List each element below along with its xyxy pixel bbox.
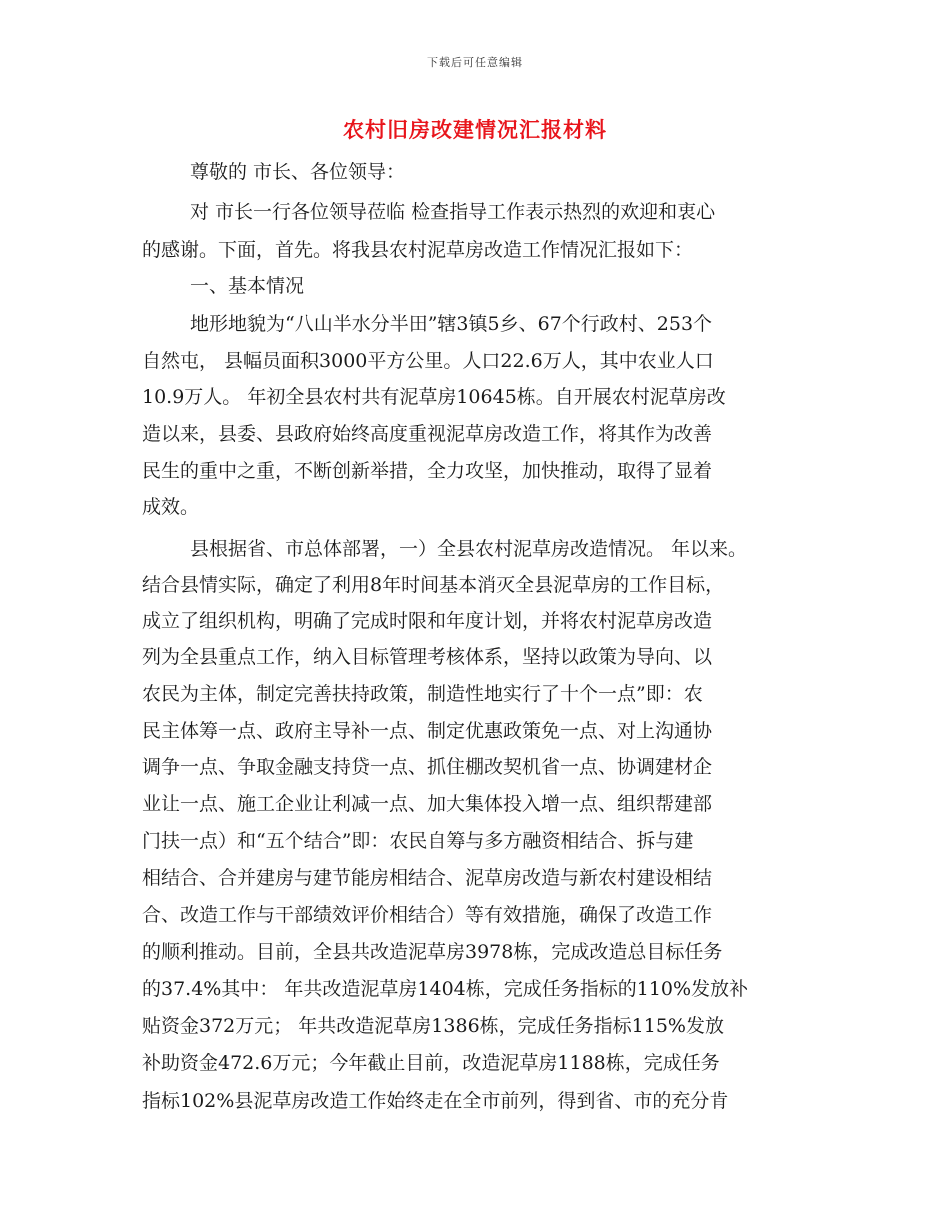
paragraph-line: 成立了组织机构，明确了完成时限和年度计划，并将农村泥草房改造 bbox=[142, 610, 713, 632]
paragraph-line: 指标102%县泥草房改造工作始终走在全市前列，得到省、市的充分肯 bbox=[142, 1090, 729, 1112]
paragraph-line: 的顺利推动。目前，全县共改造泥草房3978栋，完成改造总目标任务 bbox=[142, 941, 723, 963]
salutation-line: 尊敬的 市长、各位领导： bbox=[190, 161, 406, 183]
paragraph-line: 民主体筹一点、政府主导补一点、制定优惠政策免一点、对上沟通协 bbox=[142, 720, 713, 742]
paragraph-line: 门扶一点）和“五个结合”即：农民自筹与多方融资相结合、拆与建 bbox=[142, 830, 694, 852]
paragraph-line: 列为全县重点工作，纳入目标管理考核体系，坚持以政策为导向、以 bbox=[142, 646, 713, 668]
paragraph-line: 的感谢。下面，首先。将我县农村泥草房改造工作情况汇报如下： bbox=[142, 239, 694, 261]
paragraph-line: 合、改造工作与干部绩效评价相结合）等有效措施，确保了改造工作 bbox=[142, 904, 713, 926]
paragraph-line: 对 市长一行各位领导莅临 检查指导工作表示热烈的欢迎和衷心 bbox=[190, 201, 716, 223]
paragraph-line: 造以来，县委、县政府始终高度重视泥草房改造工作，将其作为改善 bbox=[142, 423, 713, 445]
paragraph-line: 自然屯， 县幅员面积3000平方公里。人口22.6万人，其中农业人口 bbox=[142, 350, 714, 372]
paragraph-line: 县根据省、市总体部署，一）全县农村泥草房改造情况。 年以来。 bbox=[190, 538, 748, 560]
paragraph-line: 民生的重中之重，不断创新举措，全力攻坚，加快推动，取得了显着 bbox=[142, 460, 713, 482]
paragraph-line: 结合县情实际，确定了利用8年时间基本消灭全县泥草房的工作目标， bbox=[142, 574, 725, 596]
document-title: 农村旧房改建情况汇报材料 bbox=[343, 117, 607, 142]
section-heading: 一、基本情况 bbox=[190, 275, 305, 297]
paragraph-line: 补助资金472.6万元；今年截止目前，改造泥草房1188栋，完成任务 bbox=[142, 1052, 720, 1074]
paragraph-line: 10.9万人。 年初全县农村共有泥草房10645栋。自开展农村泥草房改 bbox=[142, 386, 726, 408]
paragraph-line: 成效。 bbox=[142, 496, 200, 518]
paragraph-line: 相结合、合并建房与建节能房相结合、泥草房改造与新农村建设相结 bbox=[142, 867, 713, 889]
paragraph-line: 的37.4%其中： 年共改造泥草房1404栋，完成任务指标的110%发放补 bbox=[142, 978, 749, 1000]
paragraph-line: 调争一点、争取金融支持贷一点、抓住棚改契机省一点、协调建材企 bbox=[142, 756, 713, 778]
header-note: 下载后可任意编辑 bbox=[427, 56, 523, 69]
paragraph-line: 农民为主体，制定完善扶持政策，制造性地实行了十个一点”即：农 bbox=[142, 683, 703, 705]
paragraph-line: 业让一点、施工企业让利减一点、加大集体投入增一点、组织帮建部 bbox=[142, 793, 713, 815]
paragraph-line: 地形地貌为“八山半水分半田”辖3镇5乡、67个行政村、253个 bbox=[190, 313, 713, 335]
paragraph-line: 贴资金372万元； 年共改造泥草房1386栋，完成任务指标115%发放 bbox=[142, 1015, 724, 1037]
